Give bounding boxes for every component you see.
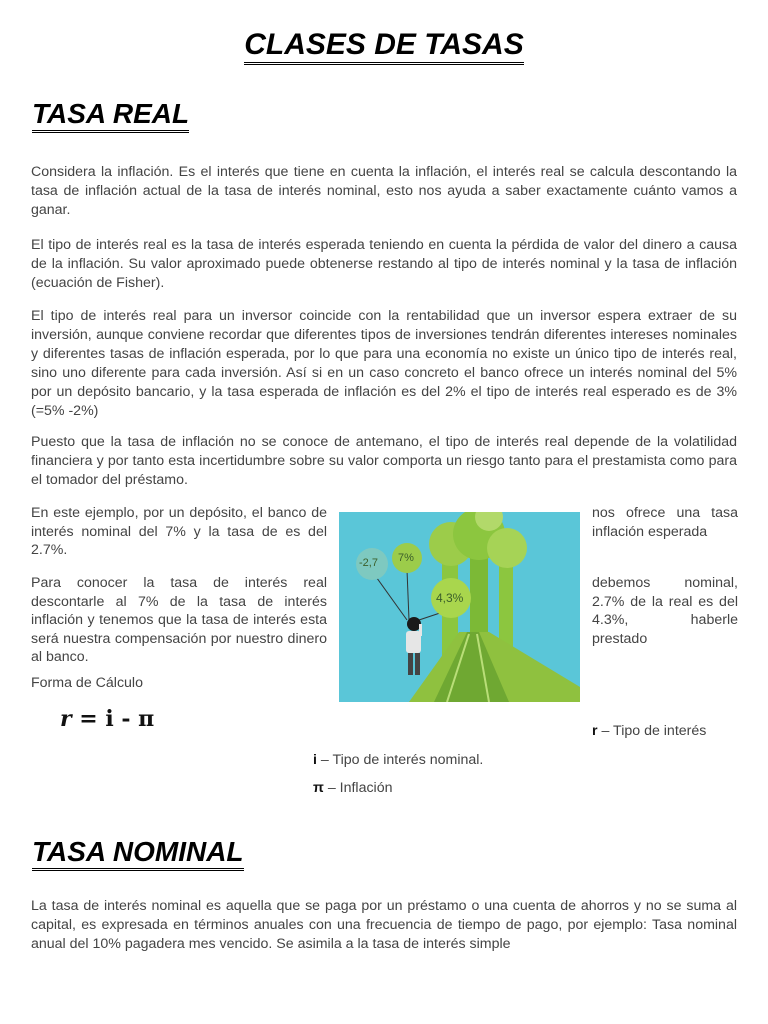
legend-r: r – Tipo de interés	[592, 723, 707, 739]
example-left-1: En este ejemplo, por un depósito, el banco de interés nominal del 7% y la tasa de es del 2.7%.	[31, 505, 327, 558]
formula-rest: = i - π	[71, 706, 155, 732]
calc-label: Forma de Cálculo	[31, 675, 143, 691]
legend-pi: π – Inflación	[313, 780, 393, 796]
balloon-label: 7%	[398, 552, 414, 564]
paragraph-real-2: El tipo de interés real es la tasa de interés esperada teniendo en cuenta la pérdida de valor del dinero a causa de la inflación. Su valor aproximado puede obtenerse restando al tipo de interés nominal y la tasa de inflación (ecuación de Fisher).	[31, 237, 737, 291]
paragraph-real-1: Considera la inflación. Es el interés que tiene en cuenta la inflación, el interés real se calcula descontando la tasa de inflación actual de la tasa de interés nominal, esto nos ayuda a saber exactamente cuánto vamos a ganar.	[31, 164, 737, 218]
paragraph-real-3: El tipo de interés real para un inversor coincide con la rentabilidad que un inversor espera extraer de su inversión, aunque conviene recordar que diferentes tipos de inversiones tendrán diferentes intereses nominales y diferentes tasas de inflación esperada, por lo que para una economía no existe un único tipo de interés real, sino uno diferente para cada inversión. Así si en un caso concreto el banco ofrece un interés nominal del 5% por un depósito bancario, y la tasa esperada de inflación es del 2% el tipo de interés real esperado es de 3% (=5% -2%)	[31, 308, 737, 419]
fisher-formula	[60, 706, 154, 732]
legend-i: i – Tipo de interés nominal.	[313, 752, 484, 768]
inflation-balloons-illustration	[339, 512, 580, 702]
balloon-label: 4,3%	[436, 591, 464, 605]
balloon-label: -2,7	[359, 557, 378, 569]
document-title: CLASES DE TASAS	[0, 28, 768, 62]
example-left-2: Para conocer la tasa de interés real descontarle al 7% de la tasa de interés inflación y tenemos que la tasa de interés esta será nuestra compensación por nuestro dinero al banco.	[31, 575, 327, 665]
formula-r: r	[60, 706, 72, 732]
example-right-1: nos ofrece una tasa inflación esperada	[592, 505, 738, 540]
heading-tasa-nominal: TASA NOMINAL	[32, 836, 244, 868]
illustration-svg	[339, 512, 580, 702]
example-right-2: debemos nominal, 2.7% de la real es del 4.3%, haberle prestado	[592, 575, 738, 647]
heading-tasa-real: TASA REAL	[32, 98, 189, 130]
paragraph-nominal-1: La tasa de interés nominal es aquella que se paga por un préstamo o una cuenta de ahorros y no se suma al capital, es expresada en términos anuales con una frecuencia de tiempo de pago, por ejemplo: Tasa nominal anual del 10% pagadera mes vencido. Se asimila a la tasa de interés simple	[31, 898, 737, 952]
paragraph-real-4: Puesto que la tasa de inflación no se conoce de antemano, el tipo de interés real depende de la volatilidad financiera y por tanto esta incertidumbre sobre su valor comporta un riesgo tanto para el prestamista como para el tomador del préstamo.	[31, 434, 737, 488]
